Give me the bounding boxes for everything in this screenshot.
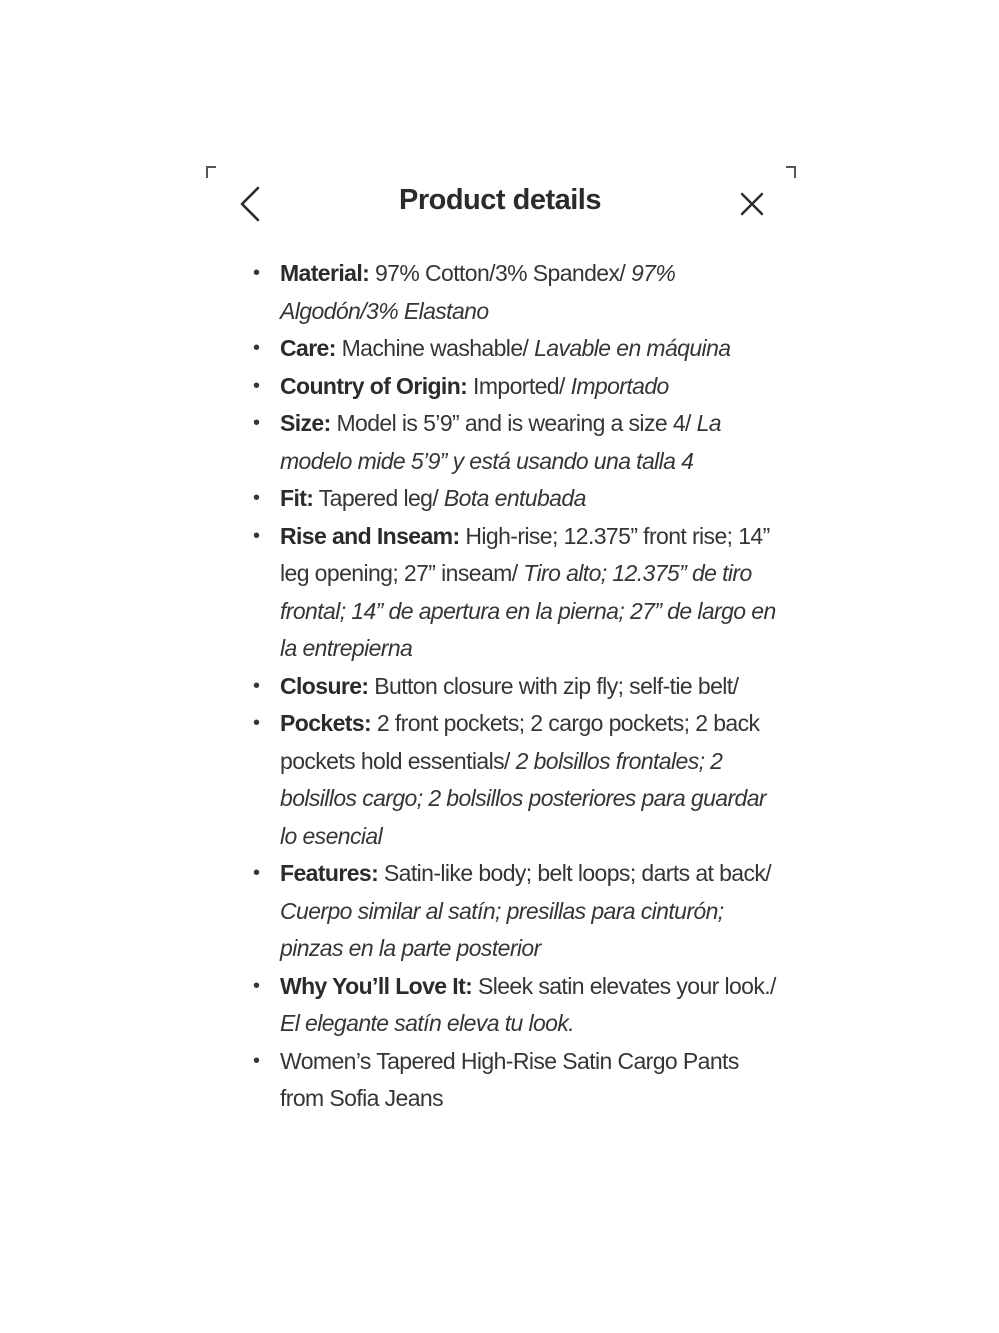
detail-label: Size: <box>280 410 331 436</box>
bullet: • <box>253 262 260 284</box>
detail-value: Satin-like body; belt loops; darts at back/ <box>378 860 772 886</box>
detail-why-youll-love-it <box>250 968 780 1043</box>
frame-corner-right <box>786 166 796 178</box>
detail-value: Women’s Tapered High-Rise Satin Cargo Pants from Sofia Jeans <box>280 1047 739 1111</box>
close-icon <box>734 186 770 222</box>
detail-spanish: Cuerpo similar al satín; presillas para cinturón; pinzas en la parte posterior <box>280 897 724 961</box>
detail-label: Features: <box>280 860 379 886</box>
detail-value: Model is 5’9” and is wearing a size 4/ <box>330 410 697 436</box>
bullet: • <box>253 1049 260 1072</box>
detail-value: Button closure with zip fly; self-tie belt/ <box>368 672 739 699</box>
detail-value: Tapered leg/ <box>313 485 444 511</box>
detail-value: High-rise; 12.375” front rise; 14” leg opening; 27” inseam/ <box>280 522 770 586</box>
detail-value: Imported/ <box>467 372 571 399</box>
frame-corner-left <box>206 166 216 178</box>
detail-spanish: Importado <box>570 372 669 399</box>
detail-label: Why You’ll Love It: <box>280 972 473 999</box>
detail-material <box>250 255 780 330</box>
bullet: • <box>253 712 260 734</box>
detail-country-of-origin <box>250 368 780 406</box>
detail-features <box>250 855 780 968</box>
modal-header <box>230 178 770 230</box>
detail-spanish: 97% Algodón/3% Elastano <box>280 260 676 324</box>
detail-spanish: La modelo mide 5’9” y está usando una talla 4 <box>280 410 721 474</box>
detail-spanish: 2 bolsillos frontales; 2 bolsillos cargo; 2 bolsillos posteriores para guardar lo esencial <box>280 747 766 849</box>
detail-product-name <box>250 1043 780 1118</box>
detail-spanish: El elegante satín eleva tu look. <box>280 1010 575 1036</box>
detail-label: Material: <box>280 260 370 286</box>
bullet: • <box>253 487 260 509</box>
bullet: • <box>253 862 260 884</box>
detail-spanish: Tiro alto; 12.375” de tiro frontal; 14” de apertura en la pierna; 27” de largo en la entrepierna <box>280 560 776 661</box>
page-title: Product details <box>399 184 601 216</box>
product-details-list <box>250 255 780 1118</box>
detail-value: Machine washable/ <box>335 335 535 361</box>
bullet: • <box>253 412 260 434</box>
detail-pockets <box>250 705 780 855</box>
bullet: • <box>253 374 260 397</box>
close-button[interactable] <box>734 186 770 222</box>
detail-fit <box>250 480 780 518</box>
detail-closure <box>250 668 780 706</box>
detail-label: Fit: <box>280 485 314 511</box>
bullet: • <box>253 674 260 697</box>
detail-size <box>250 405 780 480</box>
detail-value: 97% Cotton/3% Spandex/ <box>369 260 631 286</box>
detail-label: Pockets: <box>280 710 372 736</box>
bullet: • <box>253 337 260 359</box>
detail-value: Sleek satin elevates your look./ <box>472 972 776 999</box>
detail-value: 2 front pockets; 2 cargo pockets; 2 back pockets hold essentials/ <box>280 710 760 774</box>
detail-rise-and-inseam <box>250 518 780 668</box>
detail-label: Care: <box>280 335 336 361</box>
detail-label: Closure: <box>280 672 369 699</box>
bullet: • <box>253 524 260 547</box>
detail-label: Country of Origin: <box>280 372 468 399</box>
detail-label: Rise and Inseam: <box>280 522 460 549</box>
detail-spanish: Bota entubada <box>443 485 586 511</box>
bullet: • <box>253 974 260 997</box>
detail-care <box>250 330 780 368</box>
detail-spanish: Lavable en máquina <box>534 335 731 361</box>
